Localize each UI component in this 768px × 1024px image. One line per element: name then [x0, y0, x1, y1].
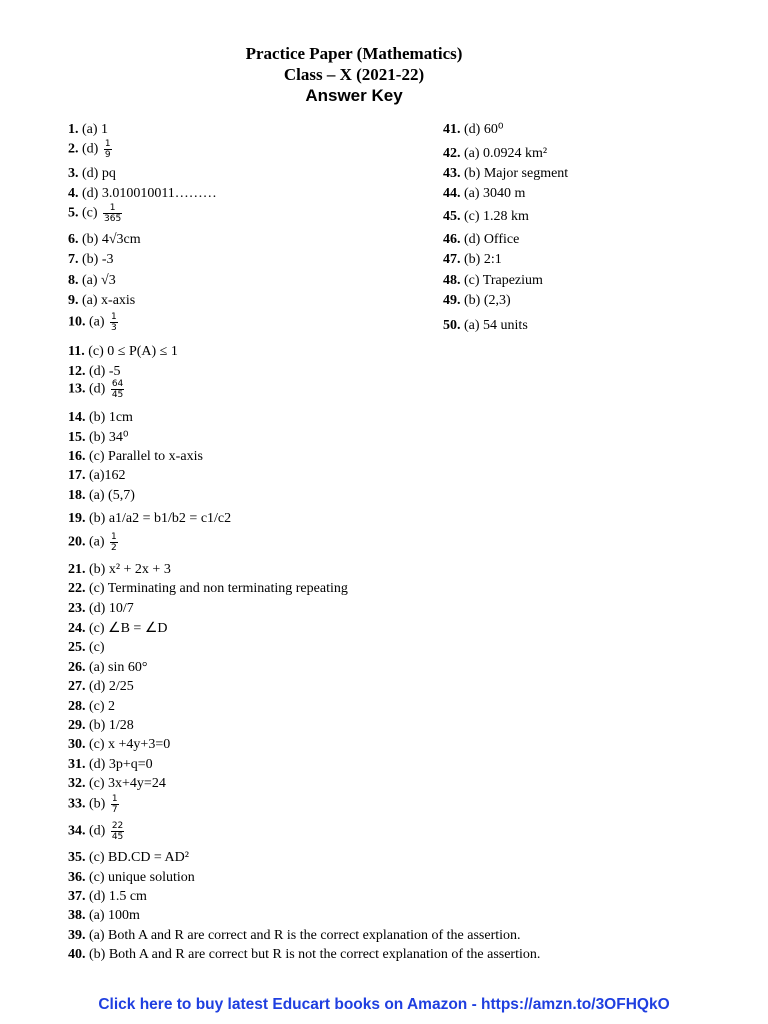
answer-text: (c) Trapezium	[464, 273, 543, 288]
answer-text: (c) 0 ≤ P(A) ≤ 1	[88, 344, 178, 359]
answer-row	[68, 532, 120, 553]
question-number: 15.	[68, 430, 86, 445]
answer-text: (d) 60⁰	[464, 122, 504, 137]
fraction-denominator: 3	[111, 323, 117, 333]
question-number: 18.	[68, 488, 86, 503]
question-number: 8.	[68, 273, 79, 288]
fraction-numerator: 22	[111, 821, 124, 831]
answer-text: (a) x-axis	[82, 293, 136, 308]
question-number: 46.	[443, 232, 461, 247]
question-number: 34.	[68, 823, 86, 839]
answer-row	[68, 821, 126, 842]
answer-text: (c) 3x+4y=24	[89, 776, 166, 791]
answer-row	[68, 122, 108, 138]
answer-row	[68, 379, 126, 400]
question-number: 13.	[68, 381, 86, 397]
question-number: 36.	[68, 870, 86, 885]
answer-text: (a) 3040 m	[464, 186, 526, 201]
answer-text: (c) 1.28 km	[464, 209, 529, 224]
answer-row	[68, 850, 189, 866]
answer-row	[68, 344, 178, 360]
answer-text: (c) ∠B = ∠D	[89, 621, 168, 636]
answer-text: (d) 1.5 cm	[89, 889, 147, 904]
answer-row	[68, 410, 133, 426]
answer-row	[68, 203, 124, 224]
answer-row	[68, 757, 153, 773]
fraction	[111, 379, 124, 400]
question-number: 4.	[68, 186, 79, 201]
fraction	[103, 203, 122, 224]
question-number: 19.	[68, 511, 86, 526]
answer-row	[443, 146, 547, 162]
answer-text: (a) 0.0924 km²	[464, 146, 548, 161]
question-number: 29.	[68, 718, 86, 733]
answer-row	[68, 511, 231, 527]
answer-row	[68, 449, 203, 465]
question-number: 32.	[68, 776, 86, 791]
question-number: 48.	[443, 273, 461, 288]
question-number: 2.	[68, 141, 79, 157]
question-number: 28.	[68, 699, 86, 714]
question-number: 40.	[68, 947, 86, 962]
answer-row	[68, 621, 167, 637]
fraction-denominator: 2	[111, 543, 117, 553]
answer-row	[443, 293, 511, 309]
answer-row	[68, 601, 134, 617]
fraction-numerator: 1	[104, 139, 111, 149]
answer-row	[68, 928, 521, 944]
answer-text: (a) sin 60°	[89, 660, 148, 675]
answer-text: (c) 2	[89, 699, 116, 714]
answer-text: (a) 100m	[89, 908, 140, 923]
answer-text: (c) BD.CD = AD²	[89, 850, 189, 865]
answer-row	[68, 640, 105, 656]
answer-text: (b) Major segment	[464, 166, 569, 181]
question-number: 1.	[68, 122, 79, 137]
answer-text: (a) 54 units	[464, 318, 528, 333]
answer-text: (b) 2:1	[464, 252, 502, 267]
answer-text: (c) Terminating and non terminating repeating	[89, 581, 348, 596]
answer-text: (b) 4√3cm	[82, 232, 141, 247]
answer-text: (d) -5	[89, 364, 121, 379]
answer-row	[68, 889, 147, 905]
answer-row	[68, 186, 217, 202]
question-number: 20.	[68, 534, 86, 550]
answer-text: (c) Parallel to x-axis	[89, 449, 203, 464]
answer-key-heading: Answer Key	[305, 86, 403, 105]
fraction-numerator: 1	[111, 794, 118, 804]
answer-row	[443, 166, 568, 182]
answer-row	[68, 273, 116, 289]
answer-text: (c) x +4y+3=0	[89, 737, 171, 752]
fraction	[110, 312, 118, 333]
answer-row	[68, 737, 170, 753]
answer-row	[68, 166, 116, 182]
answer-text: (a)162	[89, 468, 126, 483]
question-number: 47.	[443, 252, 461, 267]
answer-text: (c)	[89, 640, 105, 655]
question-number: 17.	[68, 468, 86, 483]
answer-row	[68, 468, 126, 484]
answer-row	[68, 776, 166, 792]
answer-row	[68, 488, 135, 504]
question-number: 39.	[68, 928, 86, 943]
question-number: 16.	[68, 449, 86, 464]
question-number: 11.	[68, 344, 85, 359]
answer-text: (b) -3	[82, 252, 114, 267]
answer-row	[68, 312, 120, 333]
answer-text: (b) Both A and R are correct but R is not the correct explanation of the assertion.	[89, 947, 541, 962]
question-number: 42.	[443, 146, 461, 161]
fraction-numerator: 1	[111, 312, 117, 322]
answer-text: (b) 1/28	[89, 718, 134, 733]
question-number: 30.	[68, 737, 86, 752]
question-number: 38.	[68, 908, 86, 923]
answer-row	[68, 679, 134, 695]
fraction	[111, 821, 124, 842]
question-number: 41.	[443, 122, 461, 137]
answer-row	[68, 794, 121, 815]
question-number: 35.	[68, 850, 86, 865]
answer-row	[68, 232, 141, 248]
answer-row	[443, 318, 528, 334]
question-number: 9.	[68, 293, 79, 308]
answer-row	[68, 293, 135, 309]
answer-row	[68, 908, 140, 924]
paper-title: Practice Paper (Mathematics)	[245, 44, 463, 63]
answer-text: (b) x² + 2x + 3	[89, 562, 171, 577]
answer-text: (d)	[89, 823, 106, 839]
answer-text: (c)	[82, 205, 98, 221]
answer-text: (b) (2,3)	[464, 293, 511, 308]
question-number: 12.	[68, 364, 86, 379]
answer-row	[443, 232, 519, 248]
answer-text: (a)	[89, 534, 105, 550]
answer-text: (b)	[89, 796, 106, 812]
fraction	[104, 139, 112, 160]
answer-row	[68, 699, 115, 715]
amazon-link[interactable]: Click here to buy latest Educart books on Amazon - https://amzn.to/3OFHQkO	[98, 996, 670, 1013]
fraction-numerator: 64	[111, 379, 124, 389]
amazon-link-banner[interactable]	[0, 996, 768, 1014]
answer-text: (d) Office	[464, 232, 520, 247]
answer-text: (d) 2/25	[89, 679, 134, 694]
fraction-denominator: 9	[104, 150, 111, 160]
answer-row	[68, 252, 114, 268]
answer-row	[443, 273, 543, 289]
answer-text: (b) 1cm	[89, 410, 133, 425]
question-number: 44.	[443, 186, 461, 201]
answer-text: (d)	[82, 141, 99, 157]
question-number: 6.	[68, 232, 79, 247]
question-number: 50.	[443, 318, 461, 333]
answer-text: (d) pq	[82, 166, 116, 181]
answer-text: (d) 3.010010011………	[82, 186, 217, 201]
fraction-denominator: 45	[111, 832, 124, 842]
answer-row	[443, 252, 502, 268]
answer-text: (a) Both A and R are correct and R is the correct explanation of the assertion.	[89, 928, 521, 943]
answer-row	[68, 947, 540, 963]
answer-text: (b) a1/a2 = b1/b2 = c1/c2	[89, 511, 232, 526]
answer-row	[68, 562, 171, 578]
answer-row	[443, 122, 503, 138]
question-number: 27.	[68, 679, 86, 694]
fraction-denominator: 365	[104, 214, 122, 224]
question-number: 33.	[68, 796, 86, 812]
class-line: Class – X (2021-22)	[283, 65, 425, 84]
question-number: 23.	[68, 601, 86, 616]
question-number: 7.	[68, 252, 79, 267]
answer-row	[68, 581, 348, 597]
question-number: 43.	[443, 166, 461, 181]
fraction-numerator: 1	[111, 532, 117, 542]
fraction	[110, 532, 118, 553]
fraction	[111, 794, 119, 815]
answer-text: (d)	[89, 381, 106, 397]
answer-row	[443, 209, 529, 225]
answer-text: (a) √3	[82, 273, 116, 288]
question-number: 14.	[68, 410, 86, 425]
question-number: 22.	[68, 581, 86, 596]
question-number: 26.	[68, 660, 86, 675]
answer-text: (a) 1	[82, 122, 109, 137]
answer-text: (a)	[89, 314, 105, 330]
answer-text: (c) unique solution	[89, 870, 195, 885]
answer-row	[68, 718, 134, 734]
fraction-numerator: 1	[103, 203, 122, 214]
question-number: 37.	[68, 889, 86, 904]
question-number: 31.	[68, 757, 86, 772]
question-number: 10.	[68, 314, 86, 330]
question-number: 21.	[68, 562, 86, 577]
answer-row	[443, 186, 525, 202]
answer-row	[68, 364, 121, 380]
answer-text: (b) 34⁰	[89, 430, 129, 445]
answer-row	[68, 660, 147, 676]
answer-text: (d) 3p+q=0	[89, 757, 153, 772]
answer-text: (d) 10/7	[89, 601, 134, 616]
answer-row	[68, 430, 128, 446]
question-number: 5.	[68, 205, 79, 221]
question-number: 25.	[68, 640, 86, 655]
question-number: 45.	[443, 209, 461, 224]
fraction-denominator: 7	[111, 805, 118, 815]
answer-row	[68, 139, 114, 160]
fraction-denominator: 45	[111, 390, 124, 400]
question-number: 3.	[68, 166, 79, 181]
question-number: 49.	[443, 293, 461, 308]
answer-text: (a) (5,7)	[89, 488, 135, 503]
question-number: 24.	[68, 621, 86, 636]
answer-row	[68, 870, 195, 886]
